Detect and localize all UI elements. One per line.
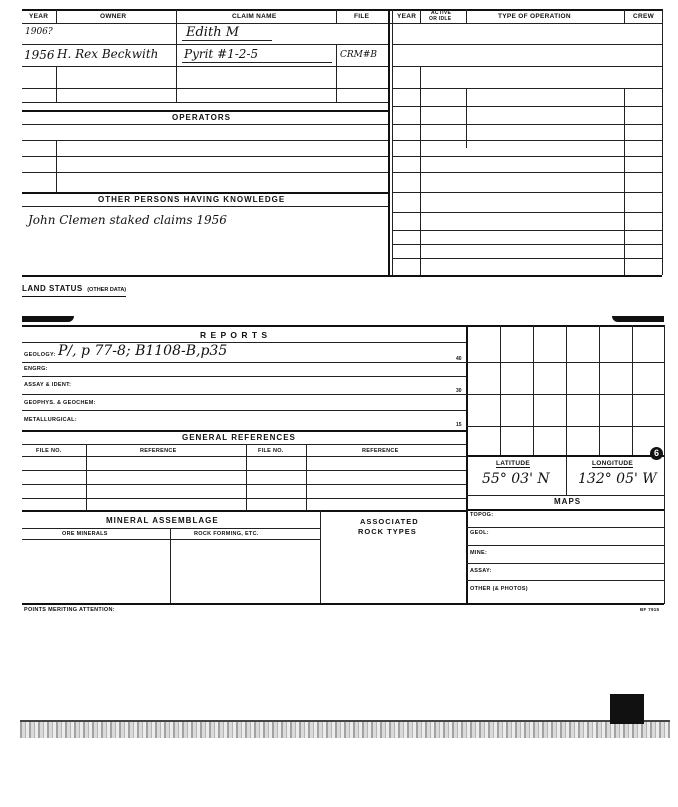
report-geophys-label: GEOPHYS. & GEOCHEM:: [24, 400, 96, 406]
latitude-value: 55° 03' N: [482, 471, 550, 487]
mineral-assemblage-title: MINERAL ASSEMBLAGE: [106, 516, 219, 525]
report-assay-label: ASSAY & IDENT:: [24, 382, 72, 388]
header-year-right: YEAR: [397, 13, 417, 20]
form-code: BF 7915: [640, 607, 660, 612]
maps-title: MAPS: [554, 497, 582, 506]
header-crew: CREW: [633, 13, 655, 20]
report-assay-num: 30: [456, 388, 462, 394]
owner-row-2-owner: H. Rex Beckwith: [57, 47, 159, 61]
owner-row-1-claim: Edith M: [186, 25, 240, 40]
reports-title: R E P O R T S: [200, 330, 269, 340]
points-meriting-attention: POINTS MERITING ATTENTION:: [24, 607, 115, 613]
header-year: YEAR: [29, 13, 49, 20]
owner-row-2-claim: Pyrit #1-2-5: [184, 47, 259, 61]
scan-noise-line: [20, 720, 670, 722]
location-circle: 6: [650, 447, 663, 460]
scan-noise-band: [20, 722, 670, 738]
header-file: FILE: [354, 13, 370, 20]
knowledge-title: OTHER PERSONS HAVING KNOWLEDGE: [98, 195, 286, 204]
land-status-label: [22, 278, 126, 297]
report-metallurgical-label: METALLURGICAL:: [24, 417, 77, 423]
header-owner: OWNER: [100, 13, 127, 20]
gr-file-no-2: FILE NO.: [258, 448, 284, 454]
general-references-title: GENERAL REFERENCES: [182, 433, 296, 442]
longitude-value: 132° 05' W: [578, 471, 657, 487]
latitude-label: LATITUDE: [496, 460, 531, 467]
scan-black-block: [610, 694, 644, 724]
mineral-ore: ORE MINERALS: [62, 531, 108, 537]
maps-other: OTHER (& PHOTOS): [470, 586, 528, 592]
assoc-rock-2: ROCK TYPES: [358, 527, 417, 536]
longitude-label: LONGITUDE: [592, 460, 633, 467]
header-active: ACTIVE: [431, 10, 452, 16]
owner-row-1-year: 1906?: [25, 27, 53, 37]
report-geology-value: P/, p 77-8; B1108-B,p35: [58, 343, 228, 359]
header-or-idle: OR IDLE: [429, 16, 452, 22]
gr-reference-2: REFERENCE: [362, 448, 399, 454]
owner-row-2-year: 1956: [24, 48, 55, 62]
operators-title: OPERATORS: [172, 113, 231, 122]
scan-mark-right: [612, 316, 664, 322]
maps-assay: ASSAY:: [470, 568, 492, 574]
maps-mine: MINE:: [470, 550, 488, 556]
knowledge-text: John Clemen staked claims 1956: [28, 213, 227, 227]
report-engrg-label: ENGRG:: [24, 366, 48, 372]
owner-row-2-file: CRM#B: [340, 50, 378, 60]
scan-mark-left: [22, 316, 74, 322]
header-type-of-operation: TYPE OF OPERATION: [498, 13, 571, 20]
maps-geol: GEOL:: [470, 530, 489, 536]
header-claim-name: CLAIM NAME: [232, 13, 277, 20]
land-status-main: LAND STATUS: [22, 284, 83, 293]
gr-file-no: FILE NO.: [36, 448, 62, 454]
report-geology-num: 40: [456, 356, 462, 362]
land-status-sub: (OTHER DATA): [87, 287, 127, 293]
assoc-rock-1: ASSOCIATED: [360, 517, 419, 526]
mineral-rock: ROCK FORMING, ETC.: [194, 531, 259, 537]
report-metallurgical-num: 15: [456, 422, 462, 428]
gr-reference: REFERENCE: [140, 448, 177, 454]
maps-topog: TOPOG:: [470, 512, 494, 518]
report-geology-label: GEOLOGY:: [24, 352, 56, 358]
